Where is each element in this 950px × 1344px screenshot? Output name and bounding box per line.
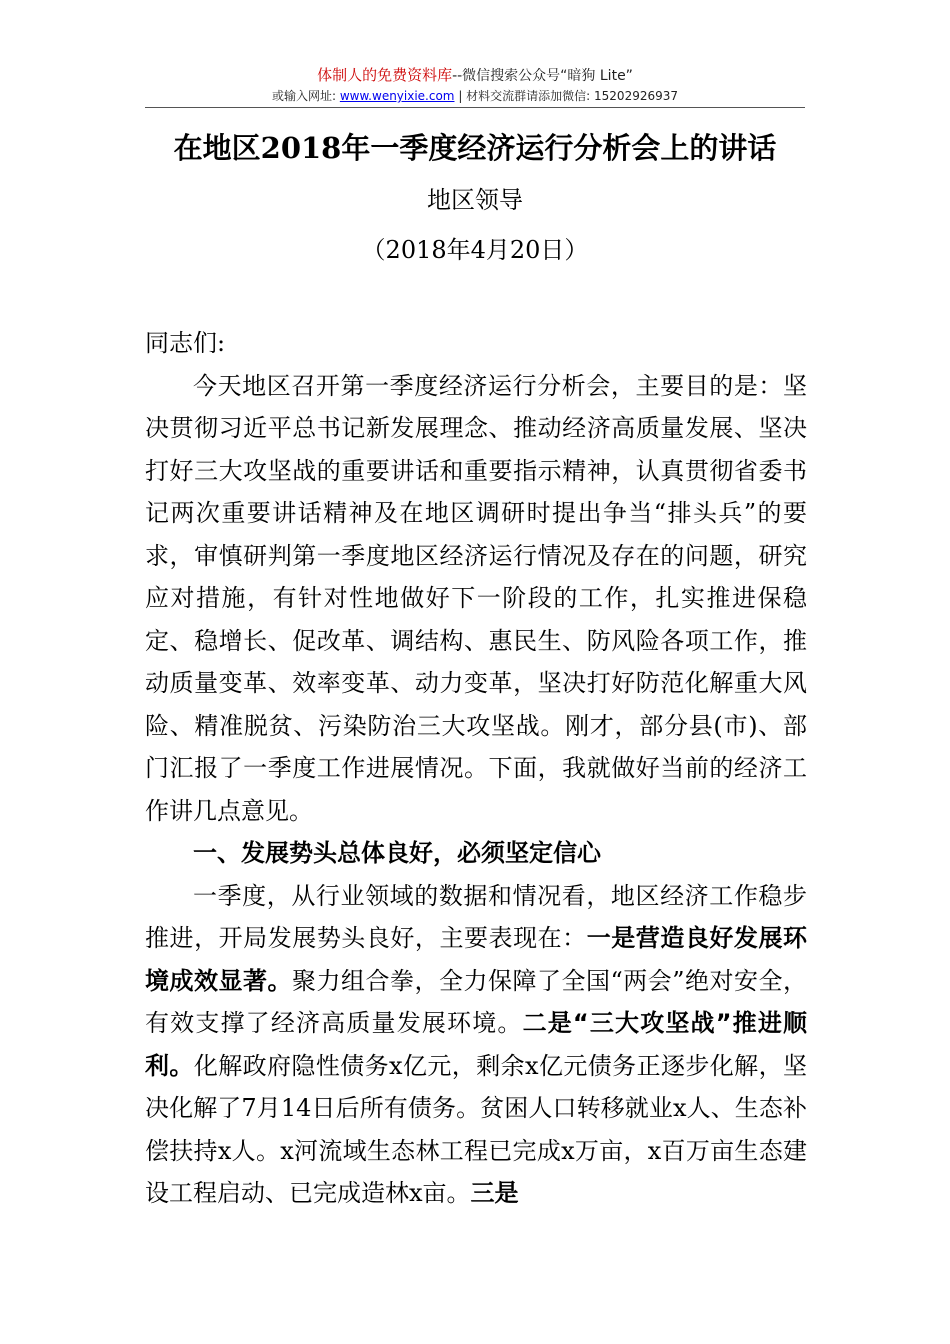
header-line-1	[0, 66, 950, 85]
paragraph-intro: 今天地区召开第一季度经济运行分析会，主要目的是：坚决贯彻习近平总书记新发展理念、推动经济高质量发展、坚决打好三大攻坚战的重要讲话和重要指示精神，认真贯彻省委书记两次重要讲话精神及在地区调研时提出争当“排头兵”的要求，审慎研判第一季度地区经济运行情况及存在的问题，研究应对措施，有针对性地做好下一阶段的工作，扎实推进保稳定、稳增长、促改革、调结构、惠民生、防风险各项工作，推动质量变革、效率变革、动力变革，坚决打好防范化解重大风险、精准脱贫、污染防治三大攻坚战。刚才，部分县(市)、部门汇报了一季度工作进展情况。下面，我就做好当前的经济工作讲几点意见。	[145, 371, 807, 825]
document-body	[145, 322, 807, 1215]
page-header	[0, 66, 950, 105]
bold-point-1: 一是营造良好发展环境成效显著。	[145, 924, 808, 995]
document-date: （2018年4月20日）	[361, 236, 589, 264]
header-url-link[interactable]: www.wenyixie.com	[339, 89, 455, 103]
paragraph-text: 一季度，从行业领域的数据和情况看，地区经济工作稳步推进，开局发展势头良好，主要表现在：	[145, 881, 807, 952]
section-heading-1: 一、发展势头总体良好，必须坚定信心	[193, 839, 601, 867]
header-line-2	[0, 87, 950, 105]
header-brand: 体制人的免费资料库	[317, 66, 453, 84]
salutation: 同志们:	[145, 329, 226, 357]
header-url-prefix: 或输入网址:	[271, 89, 340, 103]
header-contact: | 材料交流群请添加微信: 15202926937	[454, 89, 679, 103]
bold-point-2: 二是“三大攻坚战”推进顺利。	[145, 1009, 808, 1080]
paragraph-text: 化解政府隐性债务x亿元，剩余x亿元债务正逐步化解，坚决化解了7月14日后所有债务。贫困人口转移就业x人、生态补偿扶持x人。x河流域生态林工程已完成x万亩，x百万亩生态建设工程启动、已完成造林x亩。	[145, 1051, 807, 1207]
bold-point-3: 三是	[470, 1179, 519, 1207]
document-author: 地区领导	[427, 186, 523, 214]
header-brand-suffix: --微信搜索公众号“暗狗 Lite”	[452, 68, 633, 84]
header-divider	[145, 107, 805, 108]
document-title: 在地区2018年一季度经济运行分析会上的讲话	[173, 131, 777, 165]
paragraph-section-1	[145, 875, 807, 1215]
paragraph-text: 聚力组合拳，全力保障了全国“两会”绝对安全，有效支撑了经济高质量发展环境。	[145, 966, 808, 1037]
